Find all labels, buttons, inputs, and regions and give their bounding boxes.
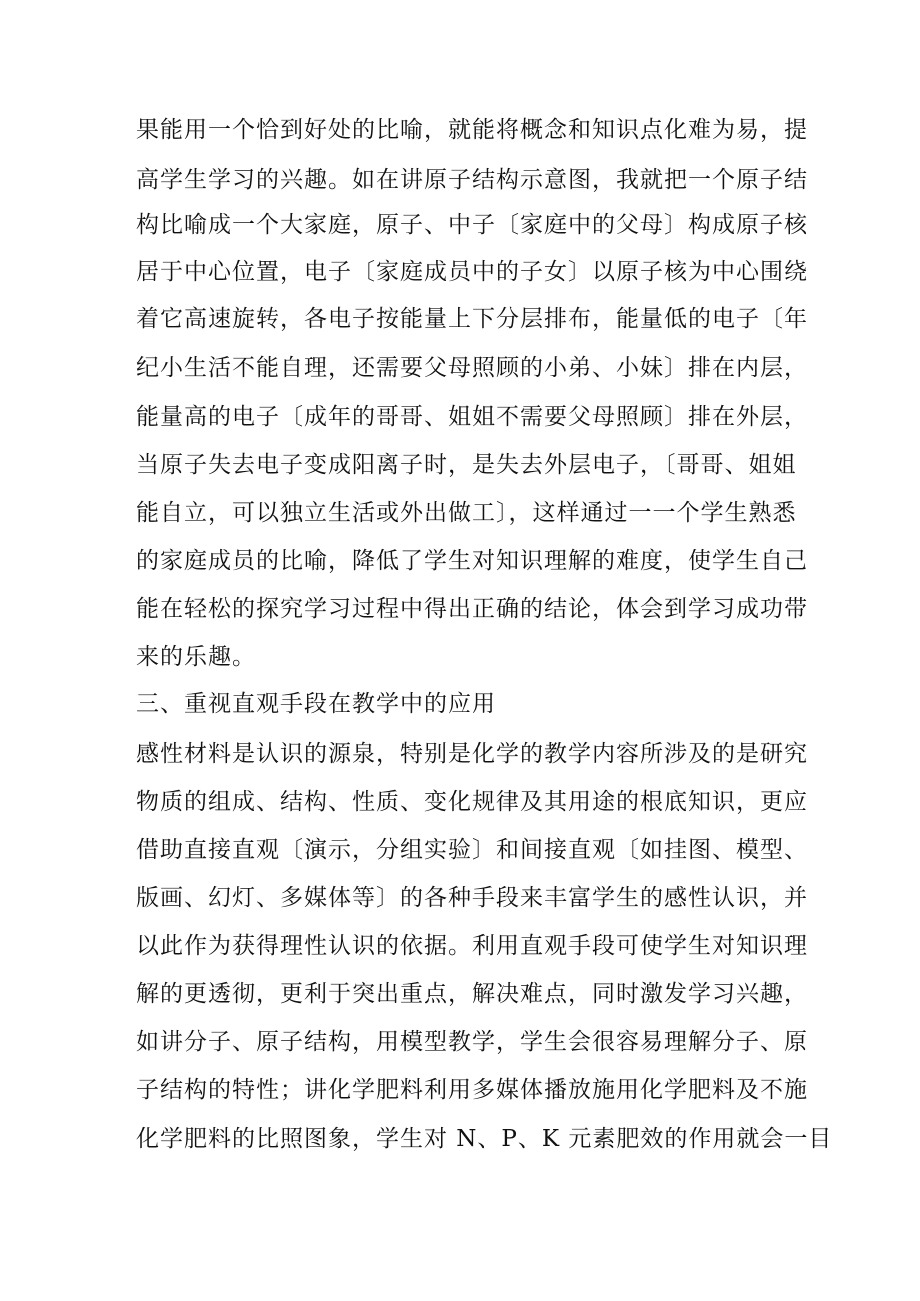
paragraph-line: 以此作为获得理性认识的依据。利用直观手段可使学生对知识理 [136,933,808,959]
paragraph-line: 纪小生活不能自理，还需要父母照顾的小弟、小妹〕排在内层， [136,355,808,381]
paragraph-line: 的家庭成员的比喻，降低了学生对知识理解的难度，使学生自己 [136,548,808,574]
paragraph-line: 物质的组成、结构、性质、变化规律及其用途的根底知识，更应 [136,789,808,815]
paragraph-line: 高学生学习的兴趣。如在讲原子结构示意图，我就把一个原子结 [136,167,808,193]
paragraph-line: 版画、幻灯、多媒体等〕的各种手段来丰富学生的感性认识，并 [136,885,808,911]
paragraph-line: 能自立，可以独立生活或外出做工〕，这样通过一一个学生熟悉 [136,500,797,526]
paragraph-line: 化学肥料的比照图象，学生对 N、P、K 元素肥效的作用就会一目 [136,1126,833,1152]
paragraph-line: 果能用一个恰到好处的比喻，就能将概念和知识点化难为易，提 [136,117,808,143]
paragraph-line: 借助直接直观〔演示，分组实验〕和间接直观〔如挂图、模型、 [136,837,808,863]
paragraph-line: 解的更透彻，更利于突出重点，解决难点，同时激发学习兴趣， [136,981,808,1007]
paragraph-line: 能量高的电子〔成年的哥哥、姐姐不需要父母照顾〕排在外层， [136,404,808,430]
paragraph-line: 居于中心位置，电子〔家庭成员中的子女〕以原子核为中心围绕 [136,259,808,285]
section-heading: 三、重视直观手段在教学中的应用 [136,691,496,717]
paragraph-line: 构比喻成一个大家庭，原子、中子〔家庭中的父母〕构成原子核 [136,212,808,238]
paragraph-line-last: 来的乐趣。 [136,644,256,670]
paragraph-line: 如讲分子、原子结构，用模型教学，学生会很容易理解分子、原 [136,1029,808,1055]
paragraph-line: 当原子失去电子变成阳离子时，是失去外层电子，〔哥哥、姐姐 [136,452,797,478]
paragraph-line: 子结构的特性；讲化学肥料利用多媒体播放施用化学肥料及不施 [136,1077,808,1103]
paragraph-line: 感性材料是认识的源泉，特别是化学的教学内容所涉及的是研究 [136,741,808,767]
paragraph-line: 能在轻松的探究学习过程中得出正确的结论，体会到学习成功带 [136,596,808,622]
paragraph-line: 着它高速旋转，各电子按能量上下分层排布，能量低的电子〔年 [136,306,808,332]
